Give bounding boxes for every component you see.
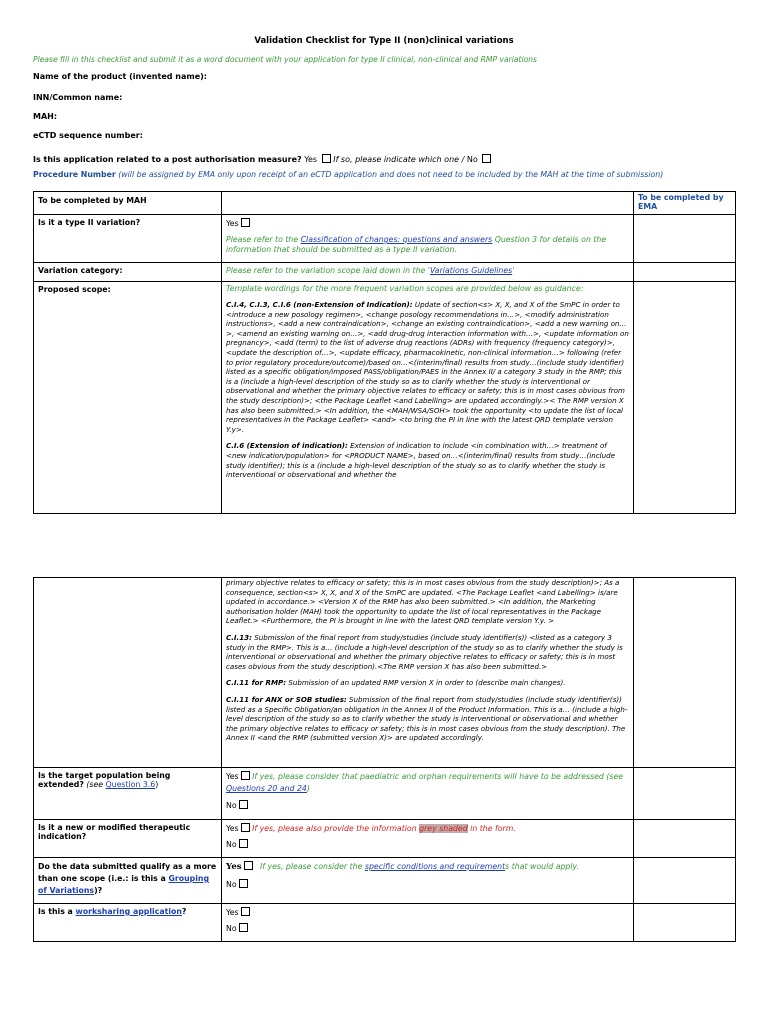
scope-continued: [222, 578, 634, 768]
category-question: Variation category:: [34, 263, 222, 282]
grouping-answer: [222, 858, 634, 904]
type2-yes-option: Yes: [226, 218, 629, 230]
table-row: [34, 820, 736, 858]
grouping-ema-cell[interactable]: [634, 858, 736, 904]
grey-shaded-highlight: grey shaded: [419, 824, 468, 833]
worksharing-no-option: No: [226, 923, 629, 935]
variations-guidelines-link[interactable]: Variations Guidelines: [429, 266, 513, 275]
worksharing-yes-option: Yes: [226, 907, 629, 919]
table-row: [34, 768, 736, 820]
worksharing-answer: [222, 904, 634, 942]
procedure-number-label: Procedure Number: [33, 170, 116, 179]
questions-20-24-link[interactable]: Questions 20 and 24: [226, 784, 307, 793]
scope-question: Proposed scope:: [34, 282, 222, 514]
mah-field[interactable]: MAH:: [33, 112, 58, 121]
question-3-6-link[interactable]: Question 3.6: [105, 780, 156, 789]
category-note: Please refer to the variation scope laid down in the 'Variations Guidelines': [222, 263, 634, 282]
table-row: [34, 282, 736, 514]
worksharing-no-checkbox[interactable]: [239, 923, 248, 932]
table-row: [34, 215, 736, 263]
table-row: [34, 904, 736, 942]
target-yes-checkbox[interactable]: [241, 771, 250, 780]
inn-field[interactable]: INN/Common name:: [33, 93, 123, 102]
type2-note: Please refer to the Classification of changes: questions and answers Question 3 for details on the information that should be submitted as a type II variation.: [226, 235, 607, 254]
grouping-yes-option: Yes If yes, please consider the specific conditions and requirements that would apply.: [226, 862, 580, 872]
target-answer: [222, 768, 634, 820]
scope-intro: Template wordings for the more frequent variation scopes are provided below as guidance:: [226, 284, 584, 293]
grouping-yes-checkbox[interactable]: [244, 861, 253, 870]
indication-ema-cell[interactable]: [634, 820, 736, 858]
grouping-question: Do the data submitted qualify as a more than one scope (i.e.: is this a Grouping of Variations)?: [34, 858, 222, 904]
indication-yes-checkbox[interactable]: [241, 823, 250, 832]
header-mah: To be completed by MAH: [34, 192, 222, 215]
target-no-checkbox[interactable]: [239, 800, 248, 809]
header-ema: To be completed by EMA: [634, 192, 736, 215]
worksharing-yes-checkbox[interactable]: [241, 907, 250, 916]
scope-continued-ema-cell[interactable]: [634, 578, 736, 768]
worksharing-ema-cell[interactable]: [634, 904, 736, 942]
target-ema-cell[interactable]: [634, 768, 736, 820]
scope-continued-label: [34, 578, 222, 768]
scope-c14: C.I.4, C.I.3, C.I.6 (non-Extension of Indication): Update of section<s> X, X, and X of the SmPC in order to <introduce a new posology regimen>, <change posology recommendations in…>, <modify administration instructions>, <add a new contraindication>, <change an existing contraindication>, <add a new warning on…>, <amend an existing warning on…>, <add drug-drug interaction information with…>, <update information on pregnancy>, <add (term) to the list of adverse drug reactions (ADRs) with frequency (frequency category)>, <update the description of…>, <update efficacy, pharmacokinetic, non-clinical information…> following (refer to prior regulatory procedure/outcome)/based on…<(interim/final) results from study…(include study identifier) listed as a specific obligation/imposed PASS/obligation/PAES in the Annex II/ a category 3 study in the RMP; this is a (include a high-level description of the study so as to clarify whether the study is interventional or observational and whether the primary objective relates to efficacy or safety; this is in most cases obvious from the study description)>; <the Package Leaflet <and Labelling> are updated accordingly.>< The RMP version X has also been submitted.> <In addition, the <MAH/WSA/SOH> took the opportunity <to update the list of local representatives in the Package Leaflet> <and> <to bring the PI in line with the latest QRD template version Y.y>.: [226, 300, 629, 434]
post-auth-hint: If so, please indicate which one /: [333, 155, 465, 164]
classification-link[interactable]: Classification of changes: questions and answers: [300, 235, 493, 244]
target-yes-option: Yes If yes, please consider that paediatric and orphan requirements will have to be addressed (see Questions 20 and 24): [226, 772, 624, 793]
type2-question: Is it a type II variation?: [34, 215, 222, 263]
worksharing-question: Is this a worksharing application?: [34, 904, 222, 942]
grouping-no-option: No: [226, 879, 629, 891]
scope-c113: C.I.13: Submission of the final report from study/studies (include study identifier(s)) <listed as a category 3 study in the RMP>. This is a… (include a high-level description of the study so as to clarify whether the study is interventional or observational and whether the primary objective relates to efficacy or safety; this is in most cases obvious from the study description).<The RMP version X has also been submitted.>: [226, 632, 623, 671]
scope-c111-rmp: C.I.11 for RMP: Submission of an updated RMP version X in order to (describe main changes).: [226, 678, 566, 688]
indication-no-option: No: [226, 839, 629, 851]
worksharing-link[interactable]: worksharing application: [75, 907, 182, 916]
post-auth-no-label: No: [466, 155, 478, 164]
table-row: [34, 263, 736, 282]
category-ema-cell[interactable]: [634, 263, 736, 282]
checklist-table-part2: [33, 577, 736, 942]
ectd-sequence-field[interactable]: eCTD sequence number:: [33, 131, 143, 140]
procedure-number-line: [33, 170, 663, 179]
indication-answer: [222, 820, 634, 858]
specific-conditions-link[interactable]: specific conditions and requirement: [364, 862, 506, 871]
post-authorisation-label: Is this application related to a post authorisation measure?: [33, 155, 302, 164]
indication-no-checkbox[interactable]: [239, 839, 248, 848]
checklist-table-part1: [33, 191, 736, 514]
document-title: Validation Checklist for Type II (non)clinical variations: [254, 36, 514, 46]
grouping-no-checkbox[interactable]: [239, 879, 248, 888]
post-authorisation-question: [33, 154, 491, 164]
post-auth-yes-label: Yes: [304, 155, 318, 164]
procedure-number-description: (will be assigned by EMA only upon receipt of an eCTD application and does not need to be included by the MAH at the time of submission): [118, 170, 664, 179]
scope-c111-anx: C.I.11 for ANX or SOB studies: Submission of the final report from study/studies (include study identifier(s)) listed as a Specific Obligation/an obligation in the Annex II of the Product Information. This is a… (include a high-level description of the study so as to clarify whether the study is interventional or observational and whether the primary objective relates to efficacy or safety; this is in most cases obvious from the study description). The Annex II <and the RMP (submitted version X)> are updated accordingly.: [226, 694, 628, 743]
type2-ema-cell[interactable]: [634, 215, 736, 263]
table-row: [34, 858, 736, 904]
type2-yes-checkbox[interactable]: [241, 218, 250, 227]
indication-yes-option: Yes If yes, please also provide the information grey shaded in the form.: [226, 824, 516, 833]
type2-answer: [222, 215, 634, 263]
table-row: [34, 578, 736, 768]
scope-ema-cell[interactable]: [634, 282, 736, 514]
scope-answer: [222, 282, 634, 514]
post-auth-yes-checkbox[interactable]: [322, 154, 331, 163]
post-auth-no-checkbox[interactable]: [482, 154, 491, 163]
instruction-text: Please fill in this checklist and submit it as a word document with your application for type II clinical, non-clinical and RMP variations: [33, 55, 537, 64]
scope-c16-part2: primary objective relates to efficacy or safety; this is in most cases obvious from the study description)>; As a consequence, section<s> X, X, and X of the SmPC are updated. <The Package Leaflet <and Labelling> is/are updated in accordance.> <Version X of the RMP has also been submitted.> <In addition, the Marketing authorisation holder (MAH) took the opportunity to update the list of local representatives in the Package Leaflet.> <Furthermore, the PI is brought in line with the latest QRD template version Y.y. >: [226, 578, 620, 626]
target-question: Is the target population being extended? (see Question 3.6): [34, 768, 222, 820]
grouping-variations-link[interactable]: Grouping of Variations: [38, 874, 210, 895]
indication-question: Is it a new or modified therapeutic indication?: [34, 820, 222, 858]
scope-c16-part1: C.I.6 (Extension of indication): Extension of indication to include <in combination with…> treatment of <new indication/population> for <PRODUCT NAME>, based on…<(interim/final) results from study…(include study identifier); this is a (include a high-level description of the study so as to clarify whether the study is interventional or observational and whether the: [226, 441, 615, 480]
target-no-option: No: [226, 800, 629, 812]
header-spacer: [222, 192, 634, 215]
product-name-field[interactable]: Name of the product (invented name):: [33, 72, 207, 81]
